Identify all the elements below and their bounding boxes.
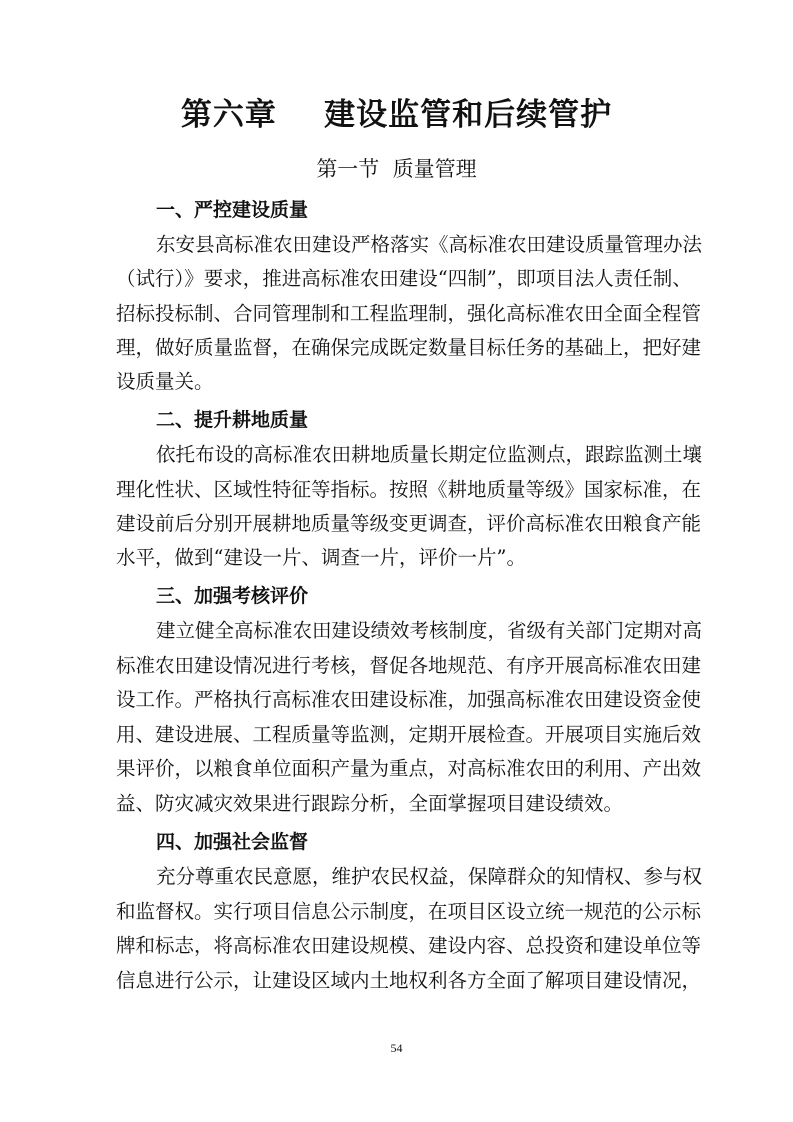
- paragraph-line: 信息进行公示，让建设区域内土地权利各方全面了解项目建设情况，: [116, 969, 702, 992]
- paragraph-line: 标准农田建设情况进行考核，督促各地规范、有序开展高标准农田建: [116, 654, 702, 677]
- paragraph-line: 果评价，以粮食单位面积产量为重点，对高标准农田的利用、产出效: [116, 757, 702, 780]
- paragraph-line: 建设前后分别开展耕地质量等级变更调查，评价高标准农田粮食产能: [116, 512, 702, 535]
- subsection-heading-4: 四、加强社会监督: [156, 831, 309, 853]
- paragraph-line: 用、建设进展、工程质量等监测，定期开展检查。开展项目实施后效: [116, 723, 702, 746]
- paragraph-line: 益、防灾减灾效果进行跟踪分析，全面掌握项目建设绩效。: [116, 792, 624, 815]
- paragraph-line: 充分尊重农民意愿，维护农民权益，保障群众的知情权、参与权: [156, 865, 703, 888]
- subsection-heading-3: 三、加强考核评价: [156, 585, 309, 607]
- paragraph-line: 依托布设的高标准农田耕地质量长期定位监测点，跟踪监测土壤: [156, 443, 703, 466]
- paragraph-line: 水平，做到“建设一片、调查一片，评价一片”。: [116, 546, 526, 569]
- paragraph-line: （试行）》要求，推进高标准农田建设“四制”，即项目法人责任制、: [116, 267, 692, 290]
- paragraph-line: 东安县高标准农田建设严格落实《高标准农田建设质量管理办法: [156, 233, 703, 256]
- section-title: 第一节 质量管理: [316, 157, 477, 181]
- paragraph-line: 设质量关。: [116, 370, 214, 393]
- paragraph-line: 设工作。严格执行高标准农田建设标准，加强高标准农田建设资金使: [116, 688, 702, 711]
- paragraph-line: 理化性状、区域性特征等指标。按照《耕地质量等级》国家标准，在: [116, 478, 702, 501]
- page-number: 54: [390, 1041, 403, 1055]
- subsection-heading-1: 一、严控建设质量: [156, 199, 309, 221]
- paragraph-line: 建立健全高标准农田建设绩效考核制度，省级有关部门定期对高: [156, 619, 703, 642]
- paragraph-line: 和监督权。实行项目信息公示制度，在项目区设立统一规范的公示标: [116, 900, 702, 923]
- subsection-heading-2: 二、提升耕地质量: [156, 409, 309, 431]
- paragraph-line: 招标投标制、合同管理制和工程监理制，强化高标准农田全面全程管: [116, 302, 702, 325]
- paragraph-line: 牌和标志，将高标准农田建设规模、建设内容、总投资和建设单位等: [116, 934, 702, 957]
- chapter-title: 第六章 建设监管和后续管护: [180, 97, 613, 133]
- paragraph-line: 理，做好质量监督，在确保完成既定数量目标任务的基础上，把好建: [116, 336, 702, 359]
